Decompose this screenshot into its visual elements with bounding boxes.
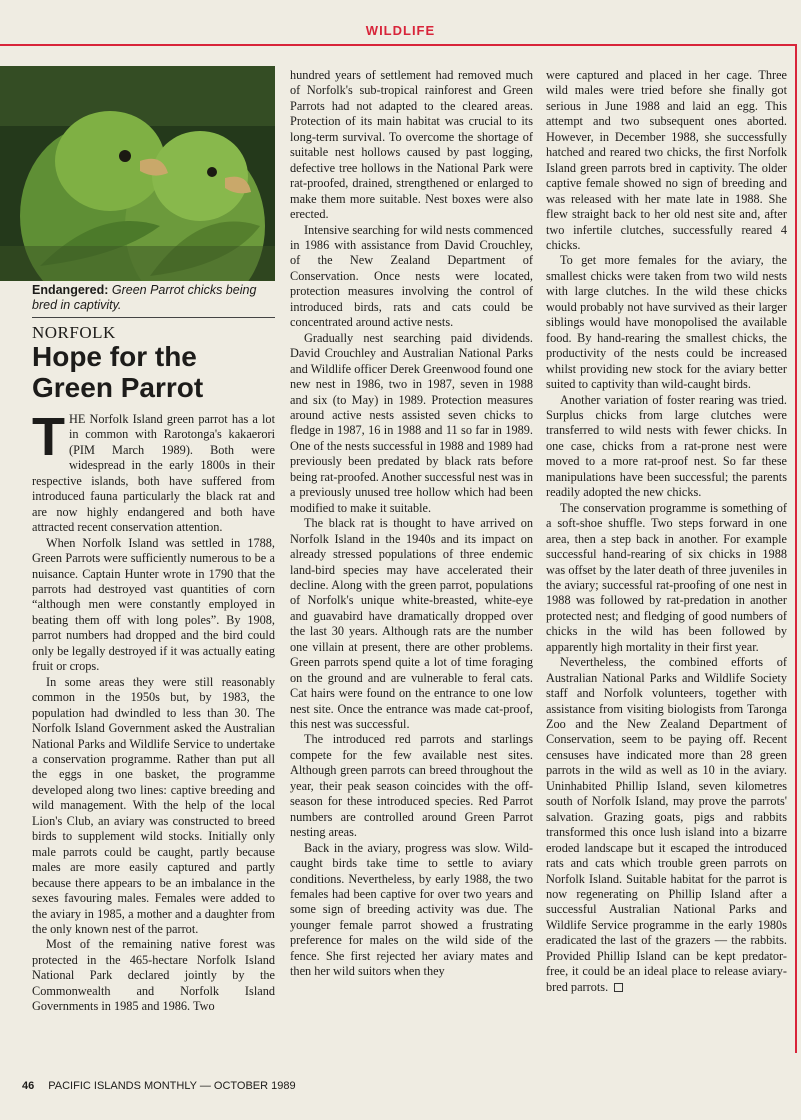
paragraph <box>290 841 533 980</box>
paragraph <box>32 675 275 938</box>
paragraph <box>546 68 787 253</box>
paragraph-text: Most of the remaining native forest was protected in the 465-hectare Norfolk Island National Park declared jointly by the Commonwealth and Norfolk Island Governments in 1985 and 1986. Two <box>32 937 275 1014</box>
paragraph-text: Intensive searching for wild nests commenced in 1986 with assistance from David Crouchley, of the New Zealand Department of Conservation. Once nests were located, protection measures involving the control of introduced birds, rats and cats could be concentrated around active nests. <box>290 222 533 330</box>
section-label: WILDLIFE <box>365 23 436 38</box>
caption-divider <box>32 317 275 318</box>
paragraph-text: In some areas they were still reasonably common in the 1950s but, by 1983, the population had dwindled to less than 30. The Norfolk Island Government asked the Australian National Parks and Wildlife Service to undertake a conservation programme. Rather than put all the eggs in one basket, the programme developed along two lines: captive breeding and wild management. With the help of the local Lion's Club, an aviary was constructed to breed birds to supplement wild stocks. Initially only male parrots could be caught, partly because males are more easily captured and partly because there appears to be an imbalance in the sexes favouring males. Females were added to the aviary in 1985, a mother and a daughter from the only known nest of the parrot. <box>32 674 275 936</box>
page-footer <box>22 1080 296 1092</box>
paragraph-text: Nevertheless, the combined efforts of Australian National Parks and Wildlife Society staff and Norfolk volunteers, together with assistance from visiting biologists from Taronga Zoo and the New Zealand Department of Conservation, seem to be paying off. Recent censuses have indicated more than 28 green parrots in the wild as well as 10 in the aviary. Uninhabited Phillip Island, seven kilometres south of Norfolk Island, may prove the parrots' salvation. Grazing goats, pigs and rabbits transformed this once lush island into a bizarre eroded landscape but it escaped the introduced rats and cats which trouble green parrots on Norfolk Island. Suitable habitat for the parrot is now regenerating on Phillip Island after a successful Australian National Parks and Wildlife Service programme in the early 1980s eradicated the last of the grazers — the rabbits. Provided Phillip Island can be kept predator-free, it could be an ideal place to release aviary-bred parrots. <box>546 655 787 994</box>
paragraph <box>546 501 787 656</box>
article-column-3 <box>546 68 787 995</box>
end-mark-icon <box>614 983 623 992</box>
paragraph-text: The conservation programme is something of a soft-shoe shuffle. Two steps forward in one area, then a step back in another. For example successful hand-rearing of six chicks in 1988 was offset by the later death of three juveniles in the aviary; successful rat-proofing of one nest in 1988 was followed by rat-predation in another protected nest; and fledging of good numbers of chicks in the wild has been followed by apparently high mortality in their first year. <box>546 500 787 654</box>
paragraph-text: were captured and placed in her cage. Three wild males were tried before she finally got serious in June 1988 and laid an egg. This attempt and two subsequent ones aborted. However, in December 1988, she successfully hatched and reared two chicks, the first Norfolk Island green parrots bred in captivity. The older captive female showed no sign of breeding and was released with her mate late in 1988. She flew straight back to her old nest site and, after two infertile clutches, successfully reared 4 chicks. <box>546 68 787 252</box>
publication-line: PACIFIC ISLANDS MONTHLY — OCTOBER 1989 <box>48 1080 296 1092</box>
parrot-photo-icon <box>0 66 275 281</box>
paragraph-text: Another variation of foster rearing was tried. Surplus chicks from large clutches were transferred to wild nests with fewer chicks. In one case, chicks from a rat-prone nest were moved to a more rat-proof nest. So far these manipulations have been successful; the parents readily adopted the new chicks. <box>546 392 787 500</box>
page-number: 46 <box>22 1080 35 1092</box>
paragraph-text: The introduced red parrots and starlings compete for the few available nest sites. Although green parrots can breed throughout the year, their peak season coincides with the off-season for these introduced species. Red Parrot numbers are controlled around Green Parrot nesting areas. <box>290 732 533 840</box>
caption-text: Green Parrot chicks being bred in captivity. <box>32 283 257 312</box>
headline: Hope for the Green Parrot <box>32 341 204 403</box>
paragraph <box>290 68 533 223</box>
paragraph <box>546 655 787 995</box>
paragraph <box>32 407 275 536</box>
paragraph <box>290 732 533 840</box>
paragraph <box>32 937 275 1014</box>
article-column-2 <box>290 68 533 980</box>
paragraph <box>546 393 787 501</box>
paragraph <box>290 223 533 331</box>
paragraph <box>290 331 533 516</box>
article-column-1 <box>32 407 275 1015</box>
paragraph-text: hundred years of settlement had removed much of Norfolk's sub-tropical rainforest and Green Parrots had not adapted to the cleared areas. Protection of its main habitat was crucial to its long-term survival. To overcome the shortage of suitable nest hollows caused by past logging, defective tree hollows in the National Park were rat-proofed, drained, strengthened or enlarged to make them more suitable. Nest boxes were also erected. <box>290 68 533 222</box>
paragraph-text: Back in the aviary, progress was slow. Wild-caught birds take time to settle to aviary conditions. Nevertheless, by early 1988, the two females had been captive for over two years and some sign of breeding activity was due. The younger female parrot showed a frustrating preference for males on the wild side of the fence. She first rejected her aviary mates and then her wild suitors when they <box>290 840 533 979</box>
paragraph-text: To get more females for the aviary, the smallest chicks were taken from two wild nests with large clutches. In the wild these chicks would probably not have survived as their larger siblings would have monopolised the available food. By hand-rearing the smallest chicks, the productivity of the nests could be increased whilst providing new stock for the aviary better suited to captivity than wild-caught birds. <box>546 253 787 392</box>
paragraph-text: The black rat is thought to have arrived on Norfolk Island in the 1940s and its impact on already stressed populations of three endemic land-bird species may have accelerated their decline. Along with the green parrot, populations of Norfolk's unique white-breasted, white-eye and guavabird have dramatically dropped over the last 30 years. Although rats are the number one villain at present, there are other problems. Green parrots spend quite a lot of time foraging on the ground and are vulnerable to feral cats. Cat hairs were found on the entrance to one low nest site. Once the entrance was made cat-proof, this nest was successful. <box>290 516 533 732</box>
caption-lead: Endangered: <box>32 283 109 297</box>
kicker: NORFOLK <box>32 323 116 342</box>
paragraph <box>546 253 787 392</box>
photo-caption <box>32 283 276 313</box>
paragraph-text: When Norfolk Island was settled in 1788, Green Parrots were sufficiently numerous to be a nuisance. Captain Hunter wrote in 1790 that the parrots had destroyed vast quantities of corn “although men were constantly employed in beating them off with long poles”. By 1908, parrot numbers had dropped and the bird could only be legally destroyed if it was actually eating fruit or crops. <box>32 535 275 674</box>
paragraph <box>290 516 533 732</box>
drop-cap: T <box>32 407 65 467</box>
paragraph-text: HE Norfolk Island green parrot has a lot in common with Rarotonga's kakaerori (PIM March 1989). Both were widespread in the early 1800s in their respective islands, both have suffered from introduced fauna particularly the black rat and are now highly endangered and both have attracted recent conservation attention. <box>32 412 275 535</box>
paragraph <box>32 536 275 675</box>
paragraph-text: Gradually nest searching paid dividends. David Crouchley and Australian National Parks and Wildlife officer Derek Greenwood found one new nest in 1986, two in 1987, seven in 1988 and six (to May) in 1989. Protection measures around active nests assisted seven chicks to fledge in 1987, 16 in 1988 and 11 so far in 1989. One of the nests successful in 1988 and 1989 had previously been predated by black rats before being rat-proofed. Another successful nest was in a previously unused tree hollow which had been modified to make it suitable. <box>290 330 533 515</box>
